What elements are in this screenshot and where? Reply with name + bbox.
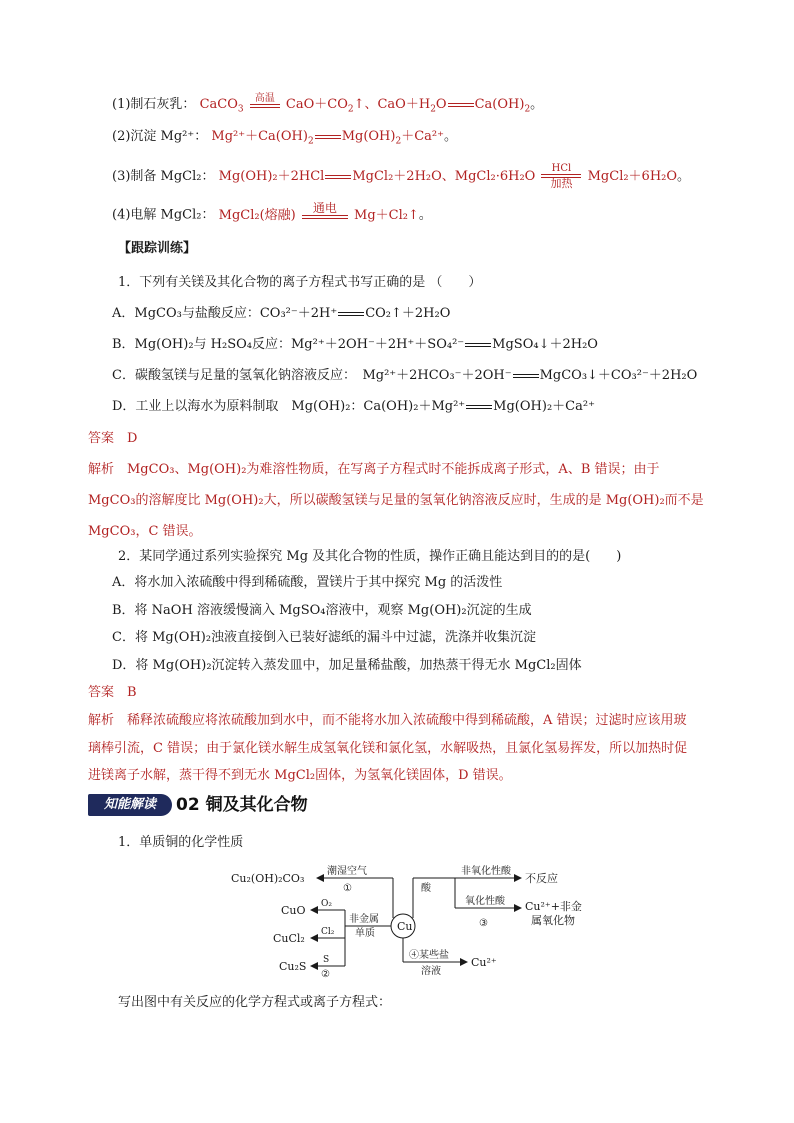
question-1-analysis-2: MgCO₃的溶解度比 Mg(OH)₂大，所以碳酸氢镁与足量的氢氧化钠溶液反应时，生成的是 Mg(OH)₂而不是	[88, 493, 704, 508]
product-line-1: Cu²⁺+非金	[525, 900, 582, 913]
question-2-option-b: B．将 NaOH 溶液缓慢滴入 MgSO₄溶液中，观察 Mg(OH)₂沉淀的生成	[112, 603, 532, 618]
question-1-stem: 1．下列有关镁及其化合物的离子方程式书写正确的是 （ ）	[118, 275, 482, 290]
label-acid: 酸	[421, 883, 431, 894]
question-2-option-d: D．将 Mg(OH)₂沉淀转入蒸发皿中，加足量稀盐酸，加热蒸干得无水 MgCl₂固体	[112, 658, 582, 673]
section-badge: 知能解读	[88, 794, 172, 816]
copper-reaction-diagram	[225, 858, 625, 983]
condition-hcl-heat: HCl 加热	[541, 163, 581, 190]
prep-label-4: (4)电解 MgCl₂：	[112, 207, 215, 223]
label-salt-top: ④某些盐	[409, 950, 449, 961]
training-heading: 【跟踪训练】	[118, 241, 197, 256]
question-1-option-c: C．碳酸氢镁与足量的氢氧化钠溶液反应： Mg²⁺＋2HCO₃⁻＋2OH⁻ MgCO₃↓＋CO₃²⁻＋2H₂O	[112, 368, 698, 383]
product-cu2oh2co3: Cu₂(OH)₂CO₃	[231, 872, 305, 885]
equation-electrolysis: MgCl₂(熔融) 通电 Mg＋Cl₂↑	[218, 201, 419, 223]
prep-label-3: (3)制备 MgCl₂：	[112, 169, 215, 184]
question-2-analysis-2: 璃棒引流，C 错误；由于氯化镁水解生成氢氧化镁和氯化氢，水解吸热，且氯化氢易挥发，所以加热时促	[88, 741, 688, 756]
condition-high-temp: 高温	[250, 93, 280, 108]
label-s: S	[323, 955, 330, 965]
cu-label: Cu	[397, 920, 413, 933]
question-1-analysis-3: MgCO₃，C 错误。	[88, 524, 202, 539]
question-1-answer: 答案 D	[88, 431, 138, 446]
question-1-option-d: D．工业上以海水为原料制取 Mg(OH)₂：Ca(OH)₂＋Mg²⁺ Mg(OH)₂＋Ca²⁺	[112, 399, 595, 414]
product-cucl2: CuCl₂	[273, 932, 305, 945]
label-ox-acid: 氧化性酸	[465, 896, 505, 907]
question-1-option-a: A．MgCO₃与盐酸反应：CO₃²⁻＋2H⁺ CO₂↑＋2H₂O	[112, 306, 451, 321]
label-moist-air: 潮湿空气	[327, 866, 367, 877]
product-no-reaction: 不反应	[525, 872, 558, 885]
label-nonmetal-2: 单质	[355, 928, 375, 939]
product-cuo: CuO	[281, 904, 306, 917]
question-1-analysis-1: 解析 MgCO₃、Mg(OH)₂为难溶性物质，在写离子方程式时不能拆成离子形式，A、B 错误；由于	[88, 462, 660, 477]
label-o2: O₂	[321, 899, 332, 909]
equation-lime: CaCO$_3$ 高温 $CaO+CO_2↑$、$CaO+H_2O$ $Ca(OH)_2$	[199, 93, 531, 115]
prep-label-1: (1)制石灰乳：	[112, 97, 196, 112]
question-2-option-c: C．将 Mg(OH)₂浊液直接倒入已装好滤纸的漏斗中过滤，洗涤并收集沉淀	[112, 630, 537, 645]
question-2-analysis-3: 进镁离子水解，蒸干得不到无水 MgCl₂固体，为氢氧化镁固体，D 错误。	[88, 768, 512, 783]
label-nonmetal-1: 非金属	[349, 914, 379, 925]
prep-line-4: (4)电解 MgCl₂： MgCl₂(熔融) 通电 Mg＋Cl₂↑。	[112, 201, 432, 223]
question-2-stem: 2．某同学通过系列实验探究 Mg 及其化合物的性质，操作正确且能达到目的的是( )	[118, 549, 622, 564]
label-cl2: Cl₂	[321, 927, 335, 937]
equation-precipitate: $Mg^{2+}+Ca(OH)_2$ $Mg(OH)_2+Ca^{2+}$	[211, 129, 444, 147]
section-title: 02 铜及其化合物	[176, 795, 308, 815]
prep-label-2: (2)沉淀 Mg²⁺：	[112, 129, 208, 144]
copper-subheading: 1．单质铜的化学性质	[118, 835, 244, 850]
question-2-answer: 答案 B	[88, 685, 137, 700]
label-salt-bot: 溶液	[421, 966, 441, 977]
equation-mgcl2: Mg(OH)₂＋2HCl MgCl₂＋2H₂O、MgCl₂·6H₂O HCl 加热 MgCl₂＋6H₂O	[218, 163, 678, 190]
product-line-2: 属氧化物	[531, 914, 575, 927]
label-num3: ③	[479, 918, 488, 929]
prep-line-3: (3)制备 MgCl₂： Mg(OH)₂＋2HCl MgCl₂＋2H₂O、MgCl₂·6H₂O HCl 加热 MgCl₂＋6H₂O。	[112, 163, 691, 190]
question-2-option-a: A．将水加入浓硫酸中得到稀硫酸，置镁片于其中探究 Mg 的活泼性	[112, 575, 503, 590]
prep-line-1: (1)制石灰乳： CaCO$_3$ 高温 $CaO+CO_2↑$、$CaO+H_2O$ $Ca(OH)_2$。	[112, 93, 544, 115]
label-num2: ②	[321, 969, 330, 980]
question-2-analysis-1: 解析 稀释浓硫酸应将浓硫酸加到水中，而不能将水加入浓硫酸中得到稀硫酸，A 错误；过滤时应该用玻	[88, 713, 687, 728]
section-header	[88, 792, 728, 818]
prep-line-2: (2)沉淀 Mg²⁺： $Mg^{2+}+Ca(OH)_2$ $Mg(OH)_2+Ca^{2+}$。	[112, 129, 457, 147]
copper-prompt: 写出图中有关反应的化学方程式或离子方程式：	[118, 995, 392, 1010]
product-cu2s: Cu₂S	[279, 960, 307, 973]
label-nonox-acid: 非氧化性酸	[461, 866, 511, 877]
question-1-option-b: B．Mg(OH)₂与 H₂SO₄反应：Mg²⁺＋2OH⁻＋2H⁺＋SO₄²⁻ MgSO₄↓＋2H₂O	[112, 337, 598, 352]
product-cu2plus: Cu²⁺	[471, 956, 497, 969]
condition-electricity: 通电	[302, 201, 348, 219]
label-num1: ①	[343, 883, 352, 894]
